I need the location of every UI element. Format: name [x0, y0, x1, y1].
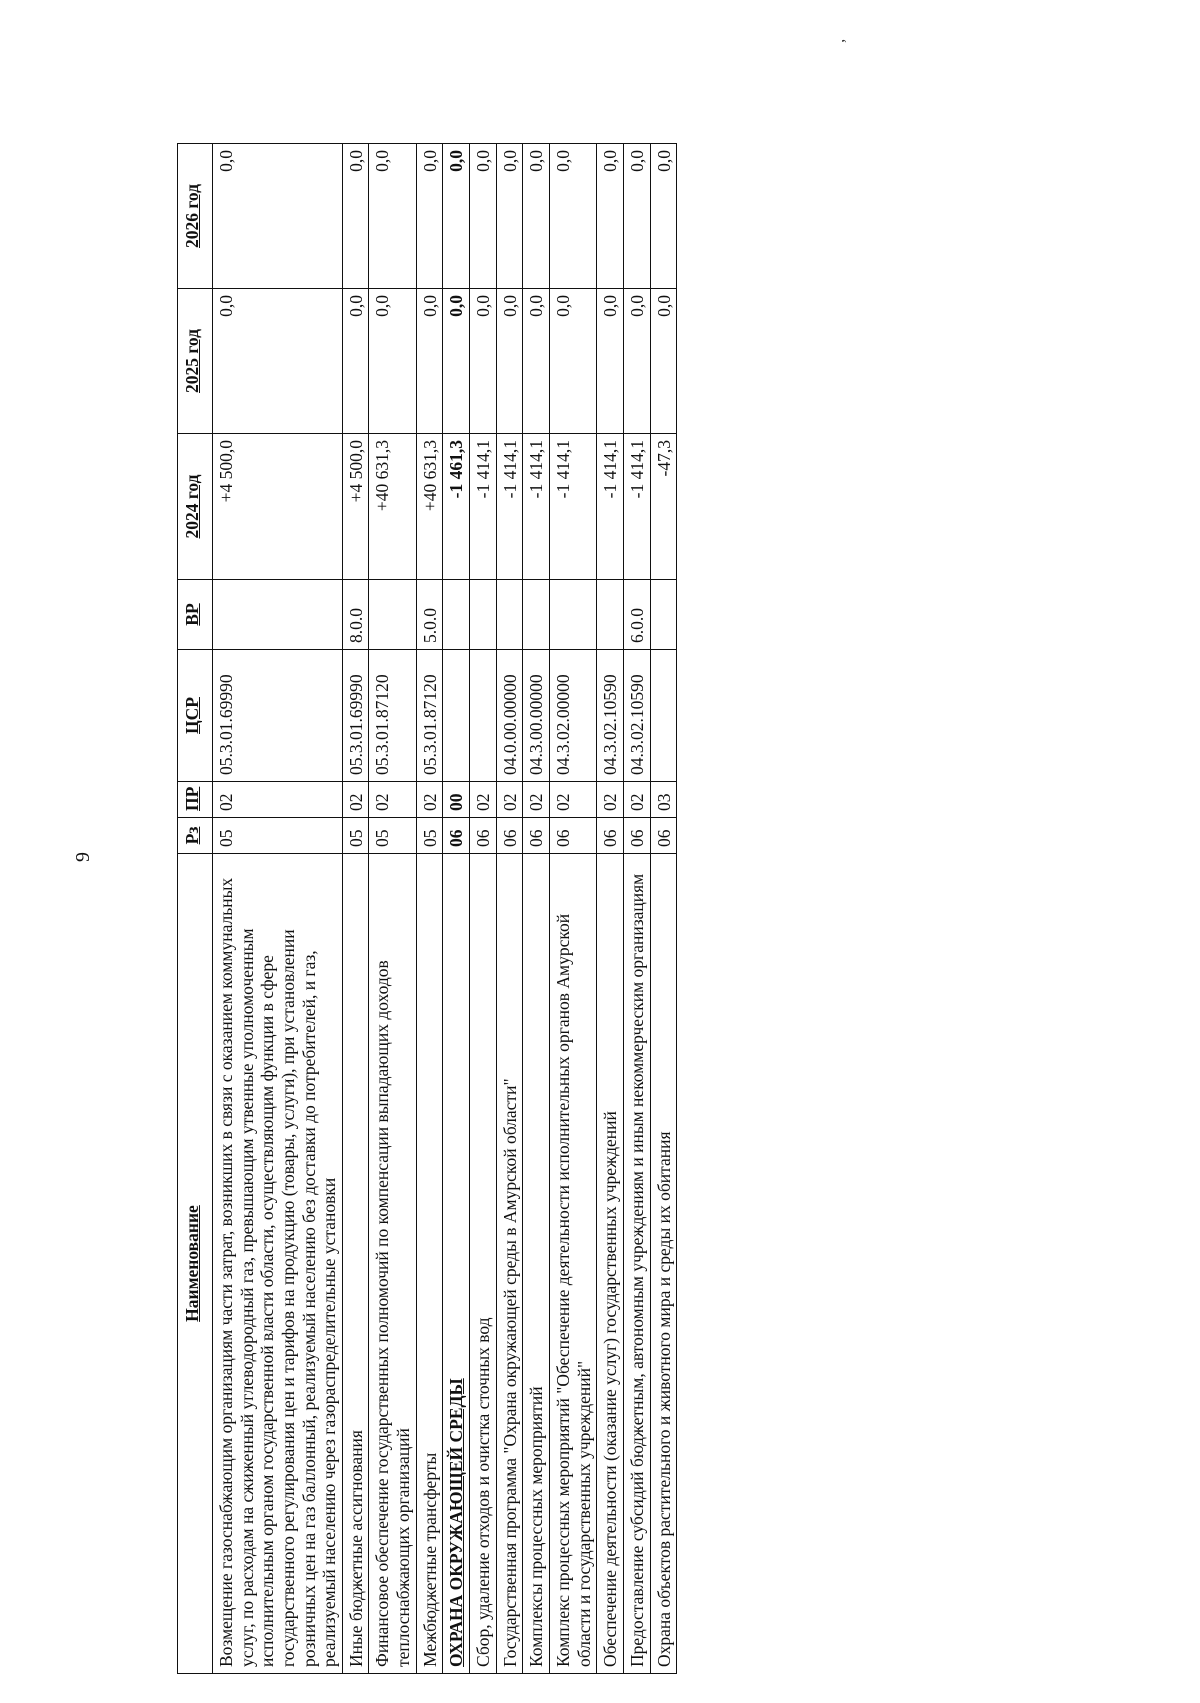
- row-name: Финансовое обеспечение государственных полномочий по компенсации выпадающих доходов теплоснабжающих организаций: [369, 854, 416, 1674]
- row-rz: 06: [443, 818, 470, 854]
- row-vr: [496, 580, 523, 650]
- scan-mark: ’: [839, 38, 857, 44]
- row-csr: 05.3.01.87120: [416, 650, 443, 782]
- header-2025: 2025 год: [178, 289, 213, 434]
- table-row: [470, 144, 497, 1674]
- row-rz: 05: [416, 818, 443, 854]
- row-rz: 05: [369, 818, 416, 854]
- row-pr: 02: [523, 782, 550, 818]
- row-name: Иные бюджетные ассигнования: [342, 854, 369, 1674]
- row-2025: 0,0: [523, 289, 550, 434]
- row-name: Государственная программа "Охрана окружающей среды в Амурской области": [496, 854, 523, 1674]
- table-row: [213, 144, 343, 1674]
- table-row: [623, 144, 650, 1674]
- row-pr: 02: [470, 782, 497, 818]
- row-rz: 06: [470, 818, 497, 854]
- row-2026: 0,0: [443, 144, 470, 289]
- row-rz: 05: [213, 818, 343, 854]
- row-vr: [443, 580, 470, 650]
- row-2024: -1 414,1: [623, 434, 650, 580]
- row-rz: 05: [342, 818, 369, 854]
- row-pr: 00: [443, 782, 470, 818]
- row-vr: [597, 580, 624, 650]
- row-csr: [443, 650, 470, 782]
- row-name: Возмещение газоснабжающим организациям части затрат, возникших в связи с оказанием коммунальных услуг, по расходам на сжиженный углеводородный газ, превышающим утвенные уполномоченным исполнительным органом государственной власти области, осуществляющим функции в сфере государственного регулирования цен и тарифов на продукцию (товары, услуги), при установлении розничных цен на газ баллонный, реализуемый населению без доставки до потребителей, и газ, реализуемый населению через газораспределительные установки: [213, 854, 343, 1674]
- row-2025: 0,0: [623, 289, 650, 434]
- budget-table: [177, 143, 677, 1674]
- row-rz: 06: [623, 818, 650, 854]
- header-2024: 2024 год: [178, 434, 213, 580]
- page-number: 9: [72, 852, 94, 862]
- row-vr: [470, 580, 497, 650]
- row-2026: 0,0: [650, 144, 677, 289]
- row-csr: 04.3.02.10590: [623, 650, 650, 782]
- row-csr: [650, 650, 677, 782]
- row-name: Сбор, удаление отходов и очистка сточных вод: [470, 854, 497, 1674]
- row-2026: 0,0: [623, 144, 650, 289]
- row-2025: 0,0: [549, 289, 596, 434]
- row-2025: 0,0: [443, 289, 470, 434]
- row-vr: 8.0.0: [342, 580, 369, 650]
- row-csr: [470, 650, 497, 782]
- row-2024: -1 414,1: [496, 434, 523, 580]
- row-rz: 06: [549, 818, 596, 854]
- row-vr: [549, 580, 596, 650]
- row-2025: 0,0: [213, 289, 343, 434]
- row-csr: 04.0.00.00000: [496, 650, 523, 782]
- row-pr: 02: [549, 782, 596, 818]
- row-name: ОХРАНА ОКРУЖАЮЩЕЙ СРЕДЫ: [443, 854, 470, 1674]
- header-2026: 2026 год: [178, 144, 213, 289]
- row-vr: [369, 580, 416, 650]
- row-name: Обеспечение деятельности (оказание услуг) государственных учреждений: [597, 854, 624, 1674]
- row-pr: 02: [342, 782, 369, 818]
- row-name: Предоставление субсидий бюджетным, автономным учреждениям и иным некоммерческим организациям: [623, 854, 650, 1674]
- row-pr: 03: [650, 782, 677, 818]
- row-pr: 02: [213, 782, 343, 818]
- row-2026: 0,0: [523, 144, 550, 289]
- table-row: [523, 144, 550, 1674]
- row-rz: 06: [523, 818, 550, 854]
- row-2025: 0,0: [597, 289, 624, 434]
- header-vr: ВР: [178, 580, 213, 650]
- table-row: [549, 144, 596, 1674]
- table-row: [650, 144, 677, 1674]
- row-name: Комплекс процессных мероприятий "Обеспечение деятельности исполнительных органов Амурской области и государственных учреждений": [549, 854, 596, 1674]
- row-2024: +4 500,0: [213, 434, 343, 580]
- row-vr: [213, 580, 343, 650]
- row-vr: 6.0.0: [623, 580, 650, 650]
- row-pr: 02: [597, 782, 624, 818]
- row-name: Комплексы процессных мероприятий: [523, 854, 550, 1674]
- row-2026: 0,0: [213, 144, 343, 289]
- row-2026: 0,0: [342, 144, 369, 289]
- row-csr: 05.3.01.69990: [213, 650, 343, 782]
- table-header-row: [178, 144, 213, 1674]
- row-2024: -1 414,1: [549, 434, 596, 580]
- row-2025: 0,0: [496, 289, 523, 434]
- row-2024: -1 414,1: [523, 434, 550, 580]
- header-rz: Рз: [178, 818, 213, 854]
- row-pr: 02: [623, 782, 650, 818]
- budget-table-container: [177, 144, 1057, 1674]
- row-name: Межбюджетные трансферты: [416, 854, 443, 1674]
- row-2024: +40 631,3: [369, 434, 416, 580]
- row-vr: 5.0.0: [416, 580, 443, 650]
- table-row: [416, 144, 443, 1674]
- row-2026: 0,0: [369, 144, 416, 289]
- row-rz: 06: [650, 818, 677, 854]
- row-2026: 0,0: [496, 144, 523, 289]
- row-csr: 04.3.02.00000: [549, 650, 596, 782]
- row-2026: 0,0: [597, 144, 624, 289]
- row-2024: -1 414,1: [470, 434, 497, 580]
- row-vr: [650, 580, 677, 650]
- table-row: [496, 144, 523, 1674]
- table-row: [597, 144, 624, 1674]
- row-pr: 02: [416, 782, 443, 818]
- row-2025: 0,0: [416, 289, 443, 434]
- row-2024: +40 631,3: [416, 434, 443, 580]
- row-name: Охрана объектов растительного и животного мира и среды их обитания: [650, 854, 677, 1674]
- row-2026: 0,0: [549, 144, 596, 289]
- header-name: Наименование: [178, 854, 213, 1674]
- row-2025: 0,0: [470, 289, 497, 434]
- header-csr: ЦСР: [178, 650, 213, 782]
- row-2024: +4 500,0: [342, 434, 369, 580]
- row-2025: 0,0: [650, 289, 677, 434]
- row-2026: 0,0: [470, 144, 497, 289]
- row-2025: 0,0: [342, 289, 369, 434]
- row-pr: 02: [369, 782, 416, 818]
- row-rz: 06: [597, 818, 624, 854]
- table-row-section: [443, 144, 470, 1674]
- row-2026: 0,0: [416, 144, 443, 289]
- row-csr: 05.3.01.87120: [369, 650, 416, 782]
- row-2024: -47,3: [650, 434, 677, 580]
- row-2025: 0,0: [369, 289, 416, 434]
- row-rz: 06: [496, 818, 523, 854]
- row-csr: 04.3.00.00000: [523, 650, 550, 782]
- row-2024: -1 414,1: [597, 434, 624, 580]
- row-2024: -1 461,3: [443, 434, 470, 580]
- row-vr: [523, 580, 550, 650]
- table-row: [342, 144, 369, 1674]
- table-row: [369, 144, 416, 1674]
- row-pr: 02: [496, 782, 523, 818]
- header-pr: ПР: [178, 782, 213, 818]
- row-csr: 05.3.01.69990: [342, 650, 369, 782]
- row-csr: 04.3.02.10590: [597, 650, 624, 782]
